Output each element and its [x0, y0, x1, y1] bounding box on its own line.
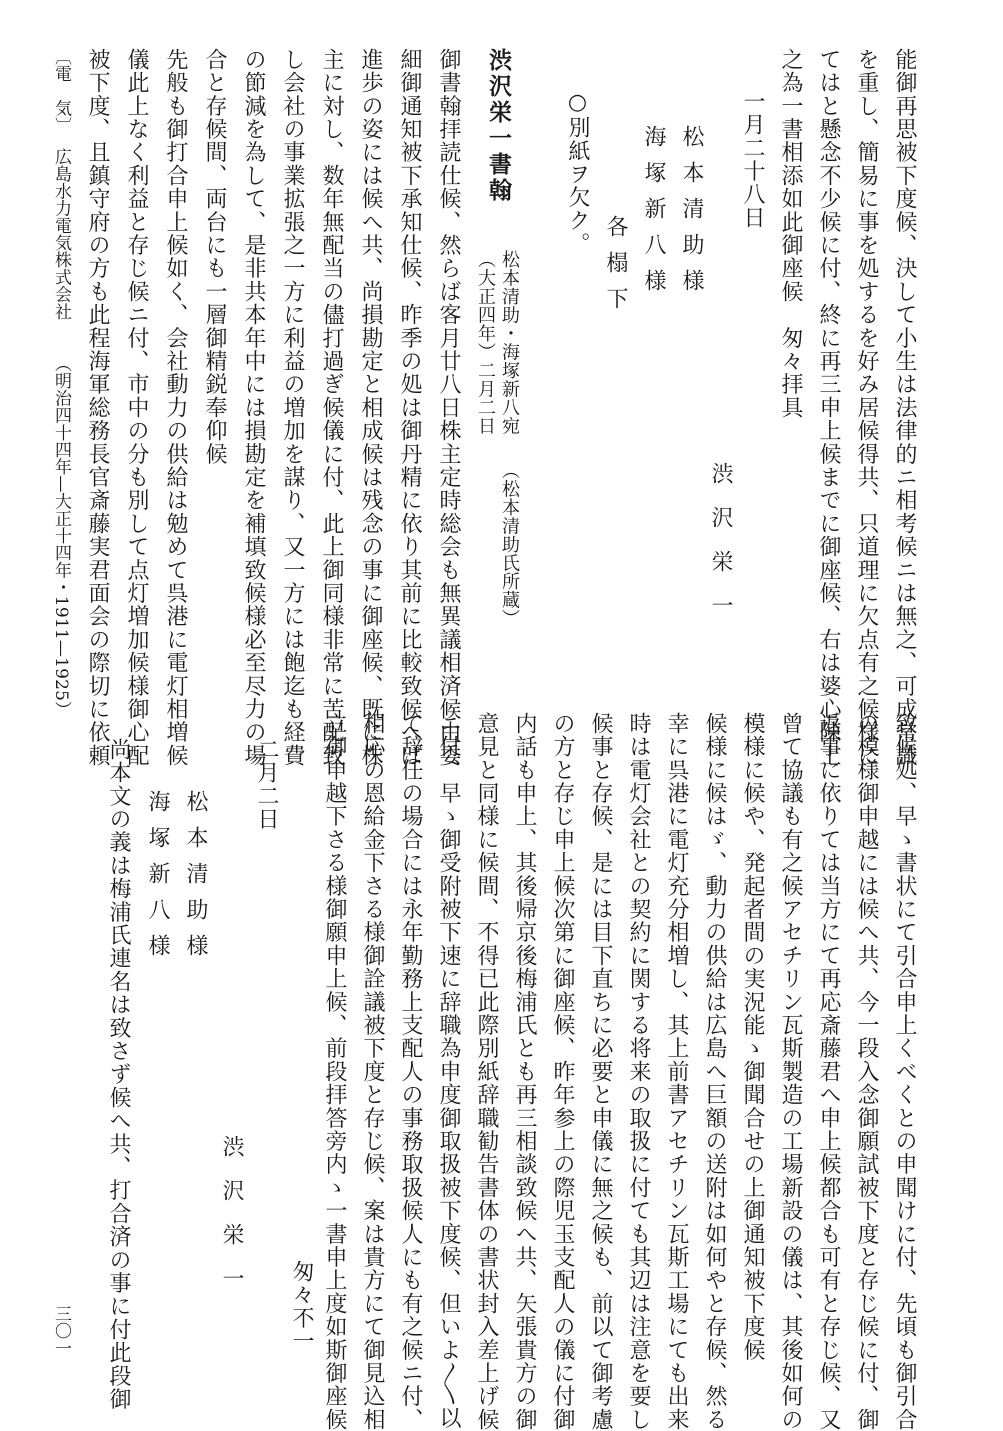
text-line: 細御通知被下承知仕候、昨季の処は御丹精に依り其前に比較致候へば — [397, 48, 422, 768]
text-line: ニ付、早ゝ御受附被下速に辞職為申度御取扱被下度候、但いよ〳〵以 — [436, 712, 461, 1430]
text-line: 被下度、且鎮守府の方も此程海軍総務長官斎藤実君面会の際切に依頼 — [85, 48, 110, 768]
text-line: て辞任の場合には永年勤務上支配人の事務取扱候人にも有之候ニ付、 — [398, 712, 423, 1431]
text-line: の方と存じ申上候次第に御座候、昨年参上の際児玉支配人の儀に付御 — [550, 712, 575, 1431]
text-line: 曾て協議も有之候アセチリン瓦斯製造の工場新設の儀は、其後如何の — [778, 712, 803, 1431]
text-line: 相応の恩給金下さる様御詮議被下度と存じ候、案は貴方にて御見込相 — [360, 712, 385, 1431]
text-line: 能御再思被下度候、決して小生は法律的ニ相考候ニは無之、可成常識 — [892, 48, 917, 768]
text-line: 候事と存候、是には目下直ちに必要と申儀に無之候も、前以て御考慮 — [588, 712, 613, 1431]
letter-recipient: 松本清助・海塚新八宛 — [499, 250, 520, 435]
letter-date: 二月二日 — [254, 738, 279, 831]
text-line: 御書翰拝読仕候、然らば客月廿八日株主定時総会も無異議相済候由委 — [436, 48, 461, 768]
text-line: 之為一書相添如此御座候 匆々拝具 — [778, 48, 803, 420]
text-line: 先般も御打合申上候如く、会社動力の供給は勉めて呉港に電灯相増候 — [163, 48, 188, 768]
letter-date: 一月二十八日 — [740, 90, 765, 230]
signer-name: 渋沢栄一 — [219, 1135, 244, 1311]
text-line: 候様に候はゞ、動力の供給は広島へ巨額の送附は如何やと存候、然る — [702, 712, 727, 1431]
running-header-company: 広島水力電気株式会社 — [51, 148, 71, 320]
text-line: し会社の事業拡張之一方に利益の増加を謀り、又一方には飽迄も経費 — [280, 48, 305, 768]
postscript-line: 尚本文の義は梅浦氏連名は致さず候へ共、打合済の事に付此段御 — [106, 738, 131, 1411]
text-line: の模様御申越には候へ共、今一段入念御願試被下度と存じ候に付、御 — [854, 712, 879, 1431]
text-line: 進歩の姿には候へ共、尚損勘定と相成候は残念の事に御座候、既に株 — [358, 48, 383, 768]
addressee-2: 海塚新八様 — [145, 790, 170, 970]
text-line: 幸に呉港に電灯充分相増し、其上前書アセチリン瓦斯工場にても出来 — [664, 712, 689, 1431]
signer-name: 渋沢栄一 — [708, 462, 733, 638]
running-header-label: 〔電 気〕 — [51, 48, 71, 134]
text-line: 儀此上なく利益と存じ候ニ付、市中の分も別して点灯増加候様御心配 — [124, 48, 149, 768]
text-line: の節減を為して、是非共本年中には損勘定を補填致候様必至尽力の場 — [241, 48, 266, 768]
letter-title: 渋沢栄一書翰 — [485, 48, 512, 204]
closing-phrase: 匆々不一 — [289, 1260, 314, 1353]
text-line: 返事に依りては当方にて再応斎藤君へ申上候都合も可有と存じ候、又 — [816, 712, 841, 1431]
text-line: 致候処、早ゝ書状にて引合申上くべくとの申聞けに付、先頃も御引合 — [892, 712, 917, 1431]
addressee-1: 松本清助様 — [183, 790, 208, 970]
page-number: 三〇一 — [51, 1305, 71, 1357]
addressee-2: 海塚新八様 — [641, 125, 666, 305]
text-line: 主に対し、数年無配当の儘打過ぎ候儀に付、此上御同様非常に苦配致 — [319, 48, 344, 768]
text-line: 合と存候間、両台にも一層御精鋭奉仰候 — [202, 48, 227, 466]
source-note: （松本清助氏所蔵） — [499, 461, 520, 628]
text-line: を重し、簡易に事を処するを好み居候得共、只道理に欠点有之候様に — [854, 48, 879, 768]
letter-date-2: （大正四年）二月二日 — [475, 250, 496, 435]
text-line: 内話も申上、其後帰京後梅浦氏とも再三相談致候へ共、矢張貴方の御 — [512, 712, 537, 1431]
editorial-note: ○別紙ヲ欠ク。 — [565, 90, 590, 256]
addressee-1: 松本清助様 — [679, 125, 704, 305]
running-header-period: （明治四十四年—大正十四年・1911—1925） — [51, 355, 71, 719]
text-line: てはと懸念不少候に付、終に再三申上候までに御座候、右は婆心陳上 — [816, 48, 841, 768]
text-line: 立御申越下さる様御願申上候、前段拝答旁内ゝ一書申上度如斯御座候 — [322, 712, 347, 1431]
text-line: 意見と同様に候間、不得已此際別紙辞職勧告書体の書状封入差上げ候 — [474, 712, 499, 1431]
addressee-3: 各榻下 — [603, 215, 628, 323]
text-line: 模様に候や、発起者間の実況能ゝ御聞合せの上御通知被下度候 — [740, 712, 765, 1362]
text-line: 時は電灯会社との契約に関する将来の取扱に付ても其辺は注意を要し — [626, 712, 651, 1431]
